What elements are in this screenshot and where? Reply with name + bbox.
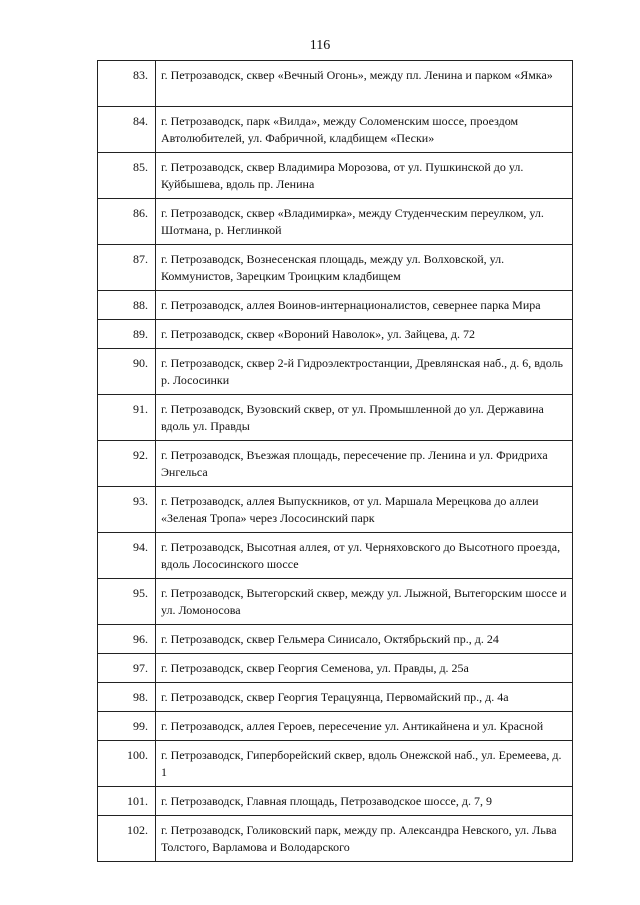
table-row — [98, 349, 573, 395]
row-description: г. Петрозаводск, Высотная аллея, от ул. Черняховского до Высотного проезда, вдоль Лососинского шоссе — [156, 533, 573, 579]
table-row — [98, 245, 573, 291]
row-number: 93. — [98, 487, 156, 533]
table-row — [98, 816, 573, 862]
row-number: 90. — [98, 349, 156, 395]
row-number: 86. — [98, 199, 156, 245]
table-row — [98, 683, 573, 712]
row-number: 97. — [98, 654, 156, 683]
table-row — [98, 533, 573, 579]
row-description: г. Петрозаводск, Вузовский сквер, от ул. Промышленной до ул. Державина вдоль ул. Правды — [156, 395, 573, 441]
table-row — [98, 107, 573, 153]
row-description: г. Петрозаводск, сквер «Владимирка», между Студенческим переулком, ул. Шотмана, р. Неглинкой — [156, 199, 573, 245]
row-description: г. Петрозаводск, сквер Георгия Терацуянца, Первомайский пр., д. 4а — [156, 683, 573, 712]
row-description: г. Петрозаводск, парк «Вилда», между Соломенским шоссе, проездом Автолюбителей, ул. Фабричной, кладбищем «Пески» — [156, 107, 573, 153]
row-number: 89. — [98, 320, 156, 349]
row-description: г. Петрозаводск, сквер Георгия Семенова, ул. Правды, д. 25а — [156, 654, 573, 683]
row-description: г. Петрозаводск, аллея Героев, пересечение ул. Антикайнена и ул. Красной — [156, 712, 573, 741]
places-table — [97, 60, 573, 862]
row-description: г. Петрозаводск, Вытегорский сквер, между ул. Лыжной, Вытегорским шоссе и ул. Ломоносова — [156, 579, 573, 625]
table-row — [98, 487, 573, 533]
row-description: г. Петрозаводск, аллея Воинов-интернационалистов, севернее парка Мира — [156, 291, 573, 320]
row-number: 91. — [98, 395, 156, 441]
table-row — [98, 654, 573, 683]
row-number: 87. — [98, 245, 156, 291]
table-row — [98, 441, 573, 487]
row-number: 99. — [98, 712, 156, 741]
table-row — [98, 712, 573, 741]
table-row — [98, 320, 573, 349]
row-description: г. Петрозаводск, аллея Выпускников, от ул. Маршала Мерецкова до аллеи «Зеленая Тропа» через Лососинский парк — [156, 487, 573, 533]
row-number: 92. — [98, 441, 156, 487]
row-description: г. Петрозаводск, Гиперборейский сквер, вдоль Онежской наб., ул. Еремеева, д. 1 — [156, 741, 573, 787]
row-number: 96. — [98, 625, 156, 654]
row-number: 101. — [98, 787, 156, 816]
table-row — [98, 787, 573, 816]
row-description: г. Петрозаводск, сквер 2-й Гидроэлектростанции, Древлянская наб., д. 6, вдоль р. Лососинки — [156, 349, 573, 395]
row-description: г. Петрозаводск, сквер «Вечный Огонь», между пл. Ленина и парком «Ямка» — [156, 61, 573, 107]
table-row — [98, 579, 573, 625]
table-row — [98, 741, 573, 787]
table-row — [98, 395, 573, 441]
table-row — [98, 199, 573, 245]
table-row — [98, 61, 573, 107]
row-number: 84. — [98, 107, 156, 153]
table-row — [98, 625, 573, 654]
row-description: г. Петрозаводск, Голиковский парк, между пр. Александра Невского, ул. Льва Толстого, Варламова и Володарского — [156, 816, 573, 862]
row-description: г. Петрозаводск, Главная площадь, Петрозаводское шоссе, д. 7, 9 — [156, 787, 573, 816]
row-description: г. Петрозаводск, Вознесенская площадь, между ул. Волховской, ул. Коммунистов, Зарецким Троицким кладбищем — [156, 245, 573, 291]
row-number: 102. — [98, 816, 156, 862]
row-description: г. Петрозаводск, сквер «Вороний Наволок», ул. Зайцева, д. 72 — [156, 320, 573, 349]
row-number: 83. — [98, 61, 156, 107]
row-description: г. Петрозаводск, сквер Гельмера Синисало, Октябрьский пр., д. 24 — [156, 625, 573, 654]
row-number: 85. — [98, 153, 156, 199]
table-row — [98, 291, 573, 320]
row-number: 95. — [98, 579, 156, 625]
row-number: 98. — [98, 683, 156, 712]
row-number: 100. — [98, 741, 156, 787]
table-row — [98, 153, 573, 199]
row-number: 88. — [98, 291, 156, 320]
row-description: г. Петрозаводск, сквер Владимира Морозова, от ул. Пушкинской до ул. Куйбышева, вдоль пр. Ленина — [156, 153, 573, 199]
page-number: 116 — [309, 38, 331, 53]
row-number: 94. — [98, 533, 156, 579]
row-description: г. Петрозаводск, Въезжая площадь, пересечение пр. Ленина и ул. Фридриха Энгельса — [156, 441, 573, 487]
